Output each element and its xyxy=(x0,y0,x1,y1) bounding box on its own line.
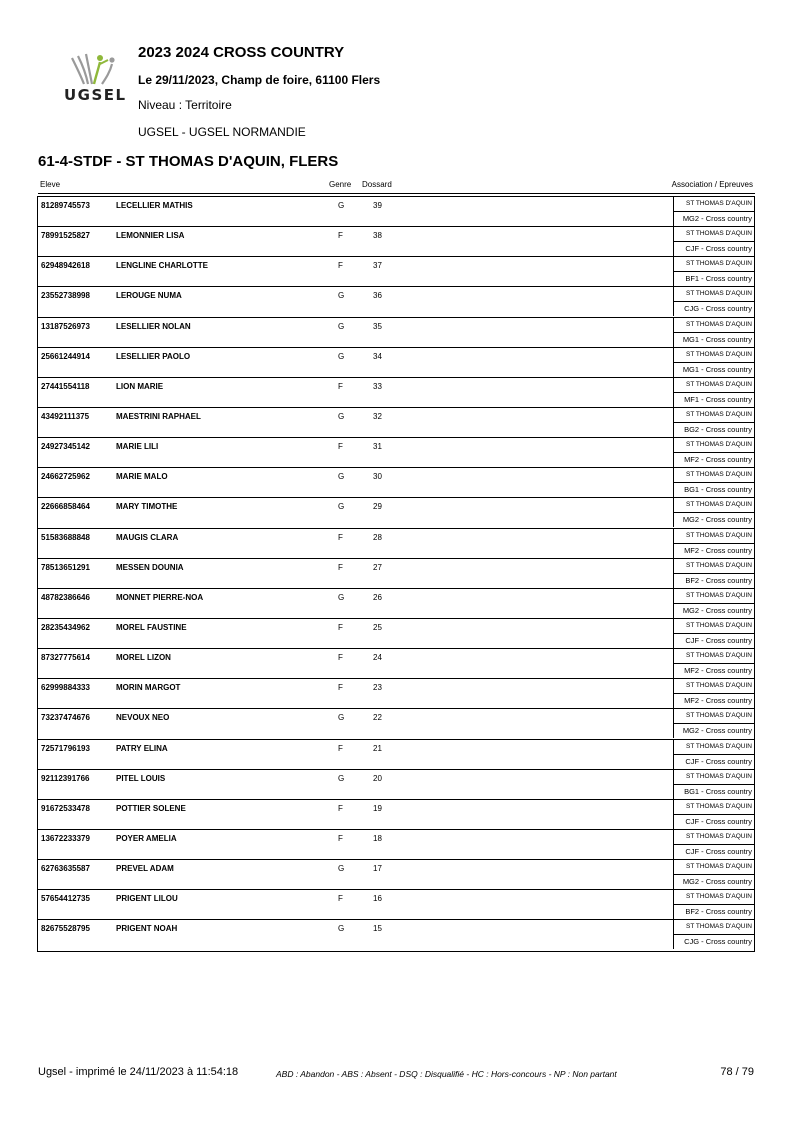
bib-number: 39 xyxy=(373,201,382,210)
association-name: ST THOMAS D'AQUIN xyxy=(673,438,754,453)
student-id: 87327775614 xyxy=(41,653,90,663)
student-id: 62999884333 xyxy=(41,683,90,693)
column-header-eleve: Eleve xyxy=(40,180,61,189)
bib-number: 34 xyxy=(373,351,382,361)
table-row xyxy=(38,709,754,739)
student-genre: G xyxy=(338,592,345,602)
header-divider xyxy=(38,193,755,194)
event-category: MG2 - Cross country xyxy=(673,604,754,618)
table-row xyxy=(38,318,754,348)
event-category: MF2 - Cross country xyxy=(673,453,754,467)
event-category: MG1 - Cross country xyxy=(673,363,754,377)
student-name: PREVEL ADAM xyxy=(116,864,174,874)
association-name: ST THOMAS D'AQUIN xyxy=(673,348,754,363)
table-row xyxy=(38,679,754,709)
student-id: 24662725962 xyxy=(41,472,90,482)
student-name: LEROUGE NUMA xyxy=(116,291,182,301)
bib-number: 26 xyxy=(373,592,382,602)
student-id: 73237474676 xyxy=(41,713,90,723)
association-name: ST THOMAS D'AQUIN xyxy=(673,197,754,212)
student-id: 62763635587 xyxy=(41,864,90,874)
table-row xyxy=(38,589,754,619)
event-category: CJF - Cross country xyxy=(673,815,754,829)
student-genre: G xyxy=(338,472,345,482)
student-id: 22666858464 xyxy=(41,502,90,512)
event-category: CJF - Cross country xyxy=(673,242,754,256)
student-name: PITEL LOUIS xyxy=(116,773,166,783)
print-timestamp: Ugsel - imprimé le 24/11/2023 à 11:54:18 xyxy=(38,1066,239,1078)
student-id: 57654412735 xyxy=(41,894,90,904)
table-row xyxy=(38,257,754,287)
student-name: MARY TIMOTHE xyxy=(116,502,178,512)
bib-number: 16 xyxy=(373,894,382,904)
table-row xyxy=(38,197,754,227)
student-id: 27441554118 xyxy=(41,381,90,391)
association-name: ST THOMAS D'AQUIN xyxy=(673,408,754,423)
table-row xyxy=(38,649,754,679)
student-id: 48782386646 xyxy=(41,592,90,602)
association-name: ST THOMAS D'AQUIN xyxy=(673,800,754,815)
student-genre: F xyxy=(338,833,343,843)
student-genre: F xyxy=(338,532,343,542)
student-genre: F xyxy=(338,381,343,391)
event-category: BF2 - Cross country xyxy=(673,574,754,588)
table-row xyxy=(38,619,754,649)
column-header-genre: Genre xyxy=(329,180,352,189)
column-header-dossard: Dossard xyxy=(362,180,392,189)
student-name: POYER AMELIA xyxy=(116,833,177,843)
student-name: LENGLINE CHARLOTTE xyxy=(116,261,208,271)
student-name: PRIGENT LILOU xyxy=(116,894,178,904)
student-name: MAUGIS CLARA xyxy=(116,532,179,542)
event-category: CJF - Cross country xyxy=(673,755,754,769)
event-category: BG1 - Cross country xyxy=(673,483,754,497)
student-name: MARIE LILI xyxy=(116,442,159,452)
student-id: 78991525827 xyxy=(41,231,90,241)
event-category: MF2 - Cross country xyxy=(673,694,754,708)
student-id: 78513651291 xyxy=(41,562,90,572)
bib-number: 37 xyxy=(373,261,382,271)
status-legend: ABD : Abandon - ABS : Absent - DSQ : Disqualifié - HC : Hors-concours - NP : Non partant xyxy=(276,1069,617,1079)
ugsel-logo xyxy=(62,52,126,108)
student-genre: G xyxy=(338,502,345,512)
table-row xyxy=(38,378,754,408)
student-id: 13672233379 xyxy=(41,833,90,843)
event-category: MG2 - Cross country xyxy=(673,875,754,889)
runners-logo-icon xyxy=(62,52,126,88)
student-name: LESELLIER NOLAN xyxy=(116,321,191,331)
student-name: MESSEN DOUNIA xyxy=(116,562,184,572)
association-name: ST THOMAS D'AQUIN xyxy=(673,498,754,513)
student-name: NEVOUX NEO xyxy=(116,713,170,723)
table-row xyxy=(38,468,754,498)
table-row xyxy=(38,559,754,589)
student-id: 81289745573 xyxy=(41,201,90,210)
association-name: ST THOMAS D'AQUIN xyxy=(673,287,754,302)
table-row xyxy=(38,740,754,770)
student-name: LESELLIER PAOLO xyxy=(116,351,191,361)
student-genre: G xyxy=(338,924,345,934)
event-title: 2023 2024 CROSS COUNTRY xyxy=(138,44,345,61)
student-id: 28235434962 xyxy=(41,622,90,632)
student-id: 62948942618 xyxy=(41,261,90,271)
association-name: ST THOMAS D'AQUIN xyxy=(673,709,754,724)
student-name: POTTIER SOLENE xyxy=(116,803,186,813)
association-name: ST THOMAS D'AQUIN xyxy=(673,649,754,664)
association-name: ST THOMAS D'AQUIN xyxy=(673,920,754,935)
student-genre: G xyxy=(338,291,345,301)
bib-number: 19 xyxy=(373,803,382,813)
association-name: ST THOMAS D'AQUIN xyxy=(673,589,754,604)
bib-number: 32 xyxy=(373,411,382,421)
table-row xyxy=(38,438,754,468)
student-id: 13187526973 xyxy=(41,321,90,331)
association-name: ST THOMAS D'AQUIN xyxy=(673,770,754,785)
student-name: LION MARIE xyxy=(116,381,164,391)
student-genre: G xyxy=(338,773,345,783)
student-id: 23552738998 xyxy=(41,291,90,301)
student-genre: G xyxy=(338,321,345,331)
student-id: 92112391766 xyxy=(41,773,90,783)
participants-table xyxy=(37,196,755,952)
event-category: CJF - Cross country xyxy=(673,845,754,859)
association-name: ST THOMAS D'AQUIN xyxy=(673,679,754,694)
table-row xyxy=(38,860,754,890)
student-genre: F xyxy=(338,622,343,632)
bib-number: 30 xyxy=(373,472,382,482)
bib-number: 38 xyxy=(373,231,382,241)
association-name: ST THOMAS D'AQUIN xyxy=(673,257,754,272)
association-name: ST THOMAS D'AQUIN xyxy=(673,468,754,483)
student-id: 25661244914 xyxy=(41,351,90,361)
student-name: LEMONNIER LISA xyxy=(116,231,185,241)
table-row xyxy=(38,287,754,317)
event-category: MG2 - Cross country xyxy=(673,212,754,226)
student-genre: G xyxy=(338,713,345,723)
bib-number: 22 xyxy=(373,713,382,723)
table-row xyxy=(38,920,754,950)
bib-number: 21 xyxy=(373,743,382,753)
event-category: MF2 - Cross country xyxy=(673,544,754,558)
student-id: 43492111375 xyxy=(41,411,90,421)
event-category: BG1 - Cross country xyxy=(673,785,754,799)
event-category: CJG - Cross country xyxy=(673,935,754,949)
event-organization: UGSEL - UGSEL NORMANDIE xyxy=(138,125,306,139)
event-category: MF1 - Cross country xyxy=(673,393,754,407)
page-number: 78 / 79 xyxy=(720,1066,754,1078)
student-genre: G xyxy=(338,411,345,421)
association-name: ST THOMAS D'AQUIN xyxy=(673,740,754,755)
student-name: MOREL FAUSTINE xyxy=(116,622,187,632)
student-id: 51583688848 xyxy=(41,532,90,542)
student-name: MAESTRINI RAPHAEL xyxy=(116,411,201,421)
student-genre: G xyxy=(338,201,345,210)
table-row xyxy=(38,830,754,860)
table-row xyxy=(38,800,754,830)
column-header-association: Association / Epreuves xyxy=(671,180,753,189)
bib-number: 31 xyxy=(373,442,382,452)
table-row xyxy=(38,498,754,528)
student-name: LECELLIER MATHIS xyxy=(116,201,193,210)
student-genre: G xyxy=(338,351,345,361)
student-genre: F xyxy=(338,803,343,813)
event-category: BG2 - Cross country xyxy=(673,423,754,437)
student-id: 91672533478 xyxy=(41,803,90,813)
association-name: ST THOMAS D'AQUIN xyxy=(673,378,754,393)
student-genre: G xyxy=(338,864,345,874)
student-genre: F xyxy=(338,683,343,693)
association-name: ST THOMAS D'AQUIN xyxy=(673,227,754,242)
association-name: ST THOMAS D'AQUIN xyxy=(673,529,754,544)
event-category: BF1 - Cross country xyxy=(673,272,754,286)
event-date-place: Le 29/11/2023, Champ de foire, 61100 Flers xyxy=(138,73,381,87)
association-name: ST THOMAS D'AQUIN xyxy=(673,318,754,333)
student-genre: F xyxy=(338,743,343,753)
student-name: MONNET PIERRE-NOA xyxy=(116,592,204,602)
bib-number: 35 xyxy=(373,321,382,331)
event-category: MG2 - Cross country xyxy=(673,724,754,738)
student-id: 24927345142 xyxy=(41,442,90,452)
table-row xyxy=(38,408,754,438)
student-genre: F xyxy=(338,231,343,241)
school-title: 61-4-STDF - ST THOMAS D'AQUIN, FLERS xyxy=(38,153,339,170)
student-id: 82675528795 xyxy=(41,924,90,934)
student-id: 72571796193 xyxy=(41,743,90,753)
student-genre: F xyxy=(338,653,343,663)
student-name: MORIN MARGOT xyxy=(116,683,181,693)
association-name: ST THOMAS D'AQUIN xyxy=(673,890,754,905)
logo-wordmark: UGSEL xyxy=(64,86,127,104)
student-genre: F xyxy=(338,442,343,452)
bib-number: 36 xyxy=(373,291,382,301)
bib-number: 25 xyxy=(373,622,382,632)
student-name: PATRY ELINA xyxy=(116,743,168,753)
student-name: PRIGENT NOAH xyxy=(116,924,178,934)
student-genre: F xyxy=(338,261,343,271)
event-category: MG2 - Cross country xyxy=(673,513,754,527)
association-name: ST THOMAS D'AQUIN xyxy=(673,559,754,574)
student-name: MARIE MALO xyxy=(116,472,168,482)
table-row xyxy=(38,890,754,920)
bib-number: 33 xyxy=(373,381,382,391)
table-row xyxy=(38,770,754,800)
bib-number: 29 xyxy=(373,502,382,512)
student-name: MOREL LIZON xyxy=(116,653,171,663)
event-category: MF2 - Cross country xyxy=(673,664,754,678)
event-level: Niveau : Territoire xyxy=(138,98,232,112)
bib-number: 27 xyxy=(373,562,382,572)
bib-number: 15 xyxy=(373,924,382,934)
bib-number: 28 xyxy=(373,532,382,542)
table-row xyxy=(38,348,754,378)
bib-number: 17 xyxy=(373,864,382,874)
table-row xyxy=(38,529,754,559)
event-category: MG1 - Cross country xyxy=(673,333,754,347)
association-name: ST THOMAS D'AQUIN xyxy=(673,619,754,634)
association-name: ST THOMAS D'AQUIN xyxy=(673,830,754,845)
association-name: ST THOMAS D'AQUIN xyxy=(673,860,754,875)
event-category: CJF - Cross country xyxy=(673,634,754,648)
bib-number: 23 xyxy=(373,683,382,693)
event-category: CJG - Cross country xyxy=(673,302,754,316)
bib-number: 20 xyxy=(373,773,382,783)
student-genre: F xyxy=(338,562,343,572)
student-genre: F xyxy=(338,894,343,904)
event-category: BF2 - Cross country xyxy=(673,905,754,919)
bib-number: 18 xyxy=(373,833,382,843)
bib-number: 24 xyxy=(373,653,382,663)
table-row xyxy=(38,227,754,257)
